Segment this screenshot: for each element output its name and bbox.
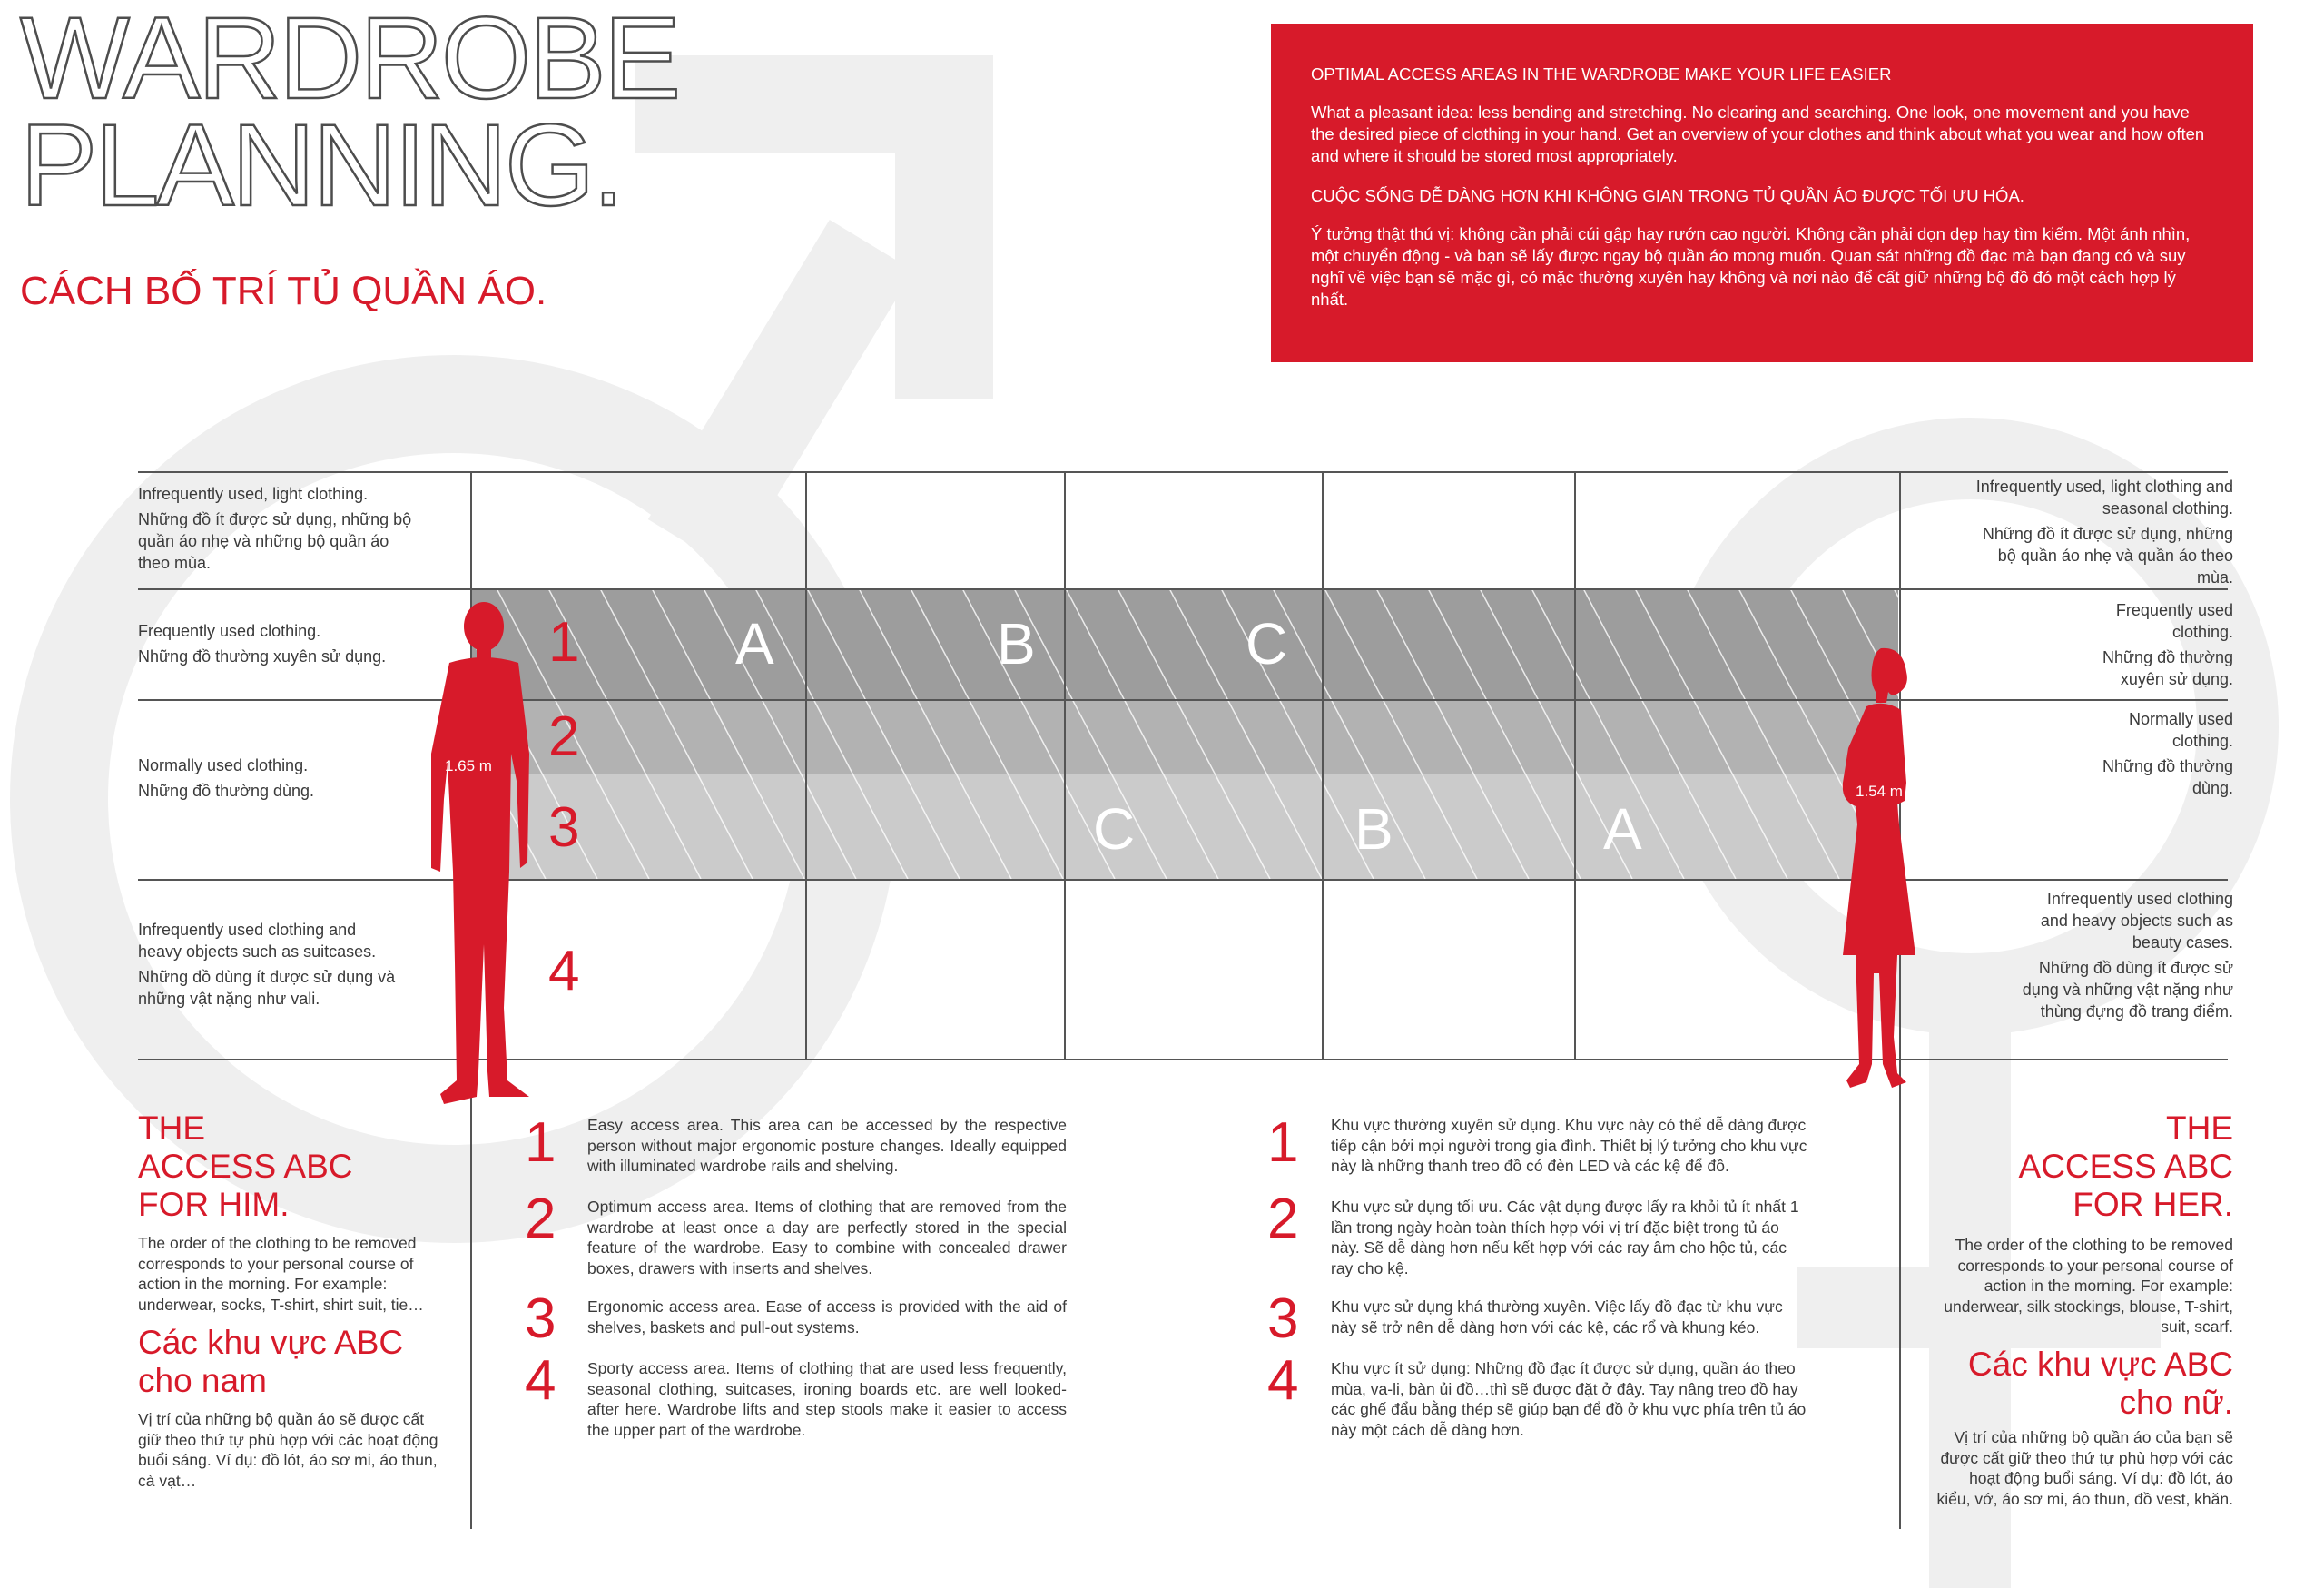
grid-col-3 <box>1064 471 1066 1059</box>
grid-col-4 <box>1322 471 1324 1059</box>
area-en-3-text: Ergonomic access area. Ease of access is provided with the aid of shelves, baskets and pull-out systems. <box>587 1297 1067 1336</box>
hatch-line <box>1635 588 1787 879</box>
area-vi-3-number: 3 <box>1267 1287 1299 1350</box>
intro-body-vi: Ý tưởng thật thú vị: không cần phải cúi gập hay rướn cao người. Không cần phải dọn dẹp hay tìm kiếm. Một ánh nhìn, một chuyển động - và bạn sẽ lấy được ngay bộ quần áo mong muốn. Quan sát những đồ đạc mà bạn đang có và suy nghĩ về việc bạn sẽ mặc gì, có mặc thường xuyên hay không và nơi nào để cất giữ những bộ đồ đó một cách hợp lý nhất. <box>1311 224 2191 309</box>
her-letter-b: B <box>1354 796 1393 862</box>
him-heading-vi-line-1: Các khu vực ABC <box>138 1324 404 1361</box>
area-en-2-text: Optimum access area. Items of clothing that are removed from the wardrobe at least once a day are perfectly stored in the special feature of the wardrobe. Easy to combine with concealed drawer boxes, drawers with inserts and shelves. <box>587 1198 1067 1277</box>
hatch-line <box>755 588 908 879</box>
him-body-vi: Vị trí của những bộ quần áo sẽ được cất giữ theo thứ tự phù hợp với các hoạt động buổi sáng. Ví dụ: đồ lót, áo sơ mi, áo thun, cà vạt… <box>138 1410 438 1490</box>
grid-line-1 <box>138 588 2228 590</box>
her-heading <box>1906 1110 2233 1224</box>
zone-number-2: 2 <box>548 705 580 768</box>
left-row-3-vi: Những đồ thường dùng. <box>138 782 315 800</box>
hatch-line <box>1273 588 1425 879</box>
left-row-2 <box>138 620 447 671</box>
intro-box <box>1271 24 2253 362</box>
left-row-3 <box>138 755 428 805</box>
area-en-2-number: 2 <box>525 1188 556 1250</box>
right-row-2 <box>2070 599 2233 694</box>
bottom-divider-left <box>470 1059 472 1529</box>
him-heading-line-3: FOR HIM. <box>138 1186 290 1223</box>
grid-line-top <box>138 471 2228 473</box>
hatch-line <box>1687 588 1839 879</box>
hatch-line <box>807 588 960 879</box>
him-letter-a: A <box>735 611 774 676</box>
area-vi-1-number: 1 <box>1267 1111 1299 1174</box>
right-row-1-vi: Những đồ ít được sử dụng, những bộ quần áo nhẹ và quần áo theo mùa. <box>1982 525 2233 587</box>
hatch-line <box>1221 588 1374 879</box>
grid-col-2 <box>805 471 807 1059</box>
right-row-4-vi: Những đồ dùng ít được sử dụng và những vật nặng như thùng đựng đồ trang điểm. <box>2022 959 2233 1021</box>
intro-heading-vi: CUỘC SỐNG DỄ DÀNG HƠN KHI KHÔNG GIAN TRONG TỦ QUẦN ÁO ĐƯỢC TỐI ƯU HÓA. <box>1311 186 2024 205</box>
her-heading-vi-line-2: cho nữ. <box>2119 1384 2233 1421</box>
him-heading-vi <box>138 1324 403 1400</box>
zone-number-3: 3 <box>548 796 580 859</box>
left-row-2-en: Frequently used clothing. <box>138 622 321 640</box>
left-row-4 <box>138 919 401 1013</box>
hatch-line <box>911 588 1063 879</box>
male-silhouette-icon <box>413 599 540 1108</box>
him-heading <box>138 1110 352 1224</box>
hatch-line <box>1014 588 1167 879</box>
her-heading-line-2: ACCESS ABC <box>2018 1148 2233 1185</box>
him-height-label: 1.65 m <box>445 757 492 774</box>
intro-body-en: What a pleasant idea: less bending and stretching. No clearing and searching. One look, one movement and you have the desired piece of clothing in your hand. Get an overview of your clothes and think about what you wear and how often and where it should be stored most appropriately. <box>1311 103 2205 165</box>
bottom-divider-right <box>1899 1059 1901 1529</box>
him-letter-c: C <box>1246 611 1288 676</box>
left-row-1-en: Infrequently used, light clothing. <box>138 485 369 503</box>
him-body-en: The order of the clothing to be removed corresponds to your personal course of action in the morning. For example: underwear, socks, T-shirt, shirt suit, tie… <box>138 1234 424 1314</box>
hatch-line <box>1066 588 1218 879</box>
title-line-2: PLANNING. <box>20 101 622 231</box>
area-en-1-text: Easy access area. This area can be accessed by the respective person without major ergonomic posture changes. Ideally equipped with illuminated wardrobe rails and shelving. <box>587 1116 1067 1175</box>
him-letter-b: B <box>997 611 1036 676</box>
area-vi-2-text: Khu vực sử dụng tối ưu. Các vật dụng được lấy ra khỏi tủ ít nhất 1 lần trong ngày hoàn toàn thích hợp với vị trí đặc biệt trong tủ áo này. Sẽ dễ dàng hơn nếu kết hợp với các ray âm cho hộc tủ, các ray cho kệ. <box>1331 1198 1799 1277</box>
area-en-4-text: Sporty access area. Items of clothing that are used less frequently, seasonal clothing, suitcases, ironing boards etc. are well looked-after here. Wardrobe lifts and step stools make it easier to access the upper part of the wardrobe. <box>587 1359 1067 1439</box>
her-body-en: The order of the clothing to be removed corresponds to your personal course of action in the morning. For example: underwear, silk stockings, blouse, T-shirt, suit, scarf. <box>1944 1236 2233 1336</box>
area-vi-3-text: Khu vực sử dụng khá thường xuyên. Việc lấy đồ đạc từ khu vực này sẽ trở nên dễ dàng hơn với các kệ, các rổ và khung kéo. <box>1331 1297 1783 1336</box>
left-row-3-en: Normally used clothing. <box>138 756 309 774</box>
him-heading-line-2: ACCESS ABC <box>138 1148 353 1185</box>
area-en-3-number: 3 <box>525 1287 556 1350</box>
hatch-line <box>1428 588 1581 879</box>
hatch-line <box>962 588 1115 879</box>
him-heading-vi-line-2: cho nam <box>138 1362 267 1399</box>
her-heading-vi <box>1906 1346 2233 1422</box>
hatch-line <box>600 588 753 879</box>
page-title <box>20 0 679 231</box>
her-heading-vi-line-1: Các khu vực ABC <box>1967 1346 2233 1383</box>
area-vi-4-number: 4 <box>1267 1349 1299 1412</box>
right-row-3-vi: Những đồ thường dùng. <box>2102 757 2233 797</box>
hatch-line <box>704 588 856 879</box>
left-row-1-vi: Những đồ ít được sử dụng, những bộ quần áo nhẹ và những bộ quần áo theo mùa. <box>138 510 412 572</box>
left-row-2-vi: Những đồ thường xuyên sử dụng. <box>138 647 387 666</box>
hatch-line <box>1324 588 1477 879</box>
grid-col-5 <box>1574 471 1576 1059</box>
area-vi-4-text: Khu vực ít sử dụng: Những đồ đạc ít được sử dụng, quần áo theo mùa, va-li, bàn ủi đồ…thì sẽ được đặt ở đây. Tay nâng treo đồ hay các ghế đẩu bằng thép sẽ giúp bạn để đồ ở khu vực phía trên tủ áo này một cách dễ dàng hơn. <box>1331 1359 1807 1439</box>
right-row-1-en: Infrequently used, light clothing and seasonal clothing. <box>1975 478 2233 518</box>
zone-number-4: 4 <box>548 940 580 1002</box>
zone-number-1: 1 <box>548 611 580 674</box>
area-en-1-number: 1 <box>525 1111 556 1174</box>
intro-heading-en: OPTIMAL ACCESS AREAS IN THE WARDROBE MAKE YOUR LIFE EASIER <box>1311 64 1892 84</box>
right-row-3-en: Normally used clothing. <box>2128 710 2233 750</box>
her-height-label: 1.54 m <box>1856 783 1903 800</box>
right-row-2-en: Frequently used clothing. <box>2115 601 2233 641</box>
him-heading-line-1: THE <box>138 1110 205 1147</box>
area-en-4-number: 4 <box>525 1349 556 1412</box>
left-row-4-vi: Những đồ dùng ít được sử dụng và những vật nặng như vali. <box>138 968 396 1008</box>
title-line-1: WARDROBE <box>20 0 679 123</box>
hatch-pattern <box>471 588 1898 879</box>
hatch-line <box>859 588 1011 879</box>
right-row-4-en: Infrequently used clothing and heavy objects such as beauty cases. <box>2040 890 2233 952</box>
left-row-4-en: Infrequently used clothing and heavy objects such as suitcases. <box>138 921 377 961</box>
page-subtitle: CÁCH BỐ TRÍ TỦ QUẦN ÁO. <box>20 269 547 313</box>
right-row-4 <box>2015 888 2233 1026</box>
area-vi-1-text: Khu vực thường xuyên sử dụng. Khu vực này có thể dễ dàng được tiếp cận bởi mọi người trong gia đình. Thiết bị lý tưởng cho khu vực này là những thanh treo đồ có đèn LED và các kệ để đồ. <box>1331 1116 1807 1175</box>
hatch-line <box>652 588 804 879</box>
her-letter-c: C <box>1093 796 1136 862</box>
her-heading-line-3: FOR HER. <box>2073 1186 2233 1223</box>
right-row-2-vi: Những đồ thường xuyên sử dụng. <box>2102 648 2233 688</box>
her-heading-line-1: THE <box>2166 1110 2233 1147</box>
right-row-1 <box>1970 476 2233 592</box>
female-silhouette-icon <box>1834 646 1934 1095</box>
her-letter-a: A <box>1603 796 1642 862</box>
hatch-line <box>1376 588 1529 879</box>
right-row-3 <box>2070 708 2233 803</box>
area-vi-2-number: 2 <box>1267 1188 1299 1250</box>
her-body-vi: Vị trí của những bộ quần áo của bạn sẽ được cất giữ theo thứ tự phù hợp với các hoạt động buổi sáng. Ví dụ: đồ lót, áo kiểu, vớ, áo sơ mi, áo thun, đồ vest, khăn. <box>1936 1428 2233 1508</box>
left-row-1 <box>138 483 419 577</box>
